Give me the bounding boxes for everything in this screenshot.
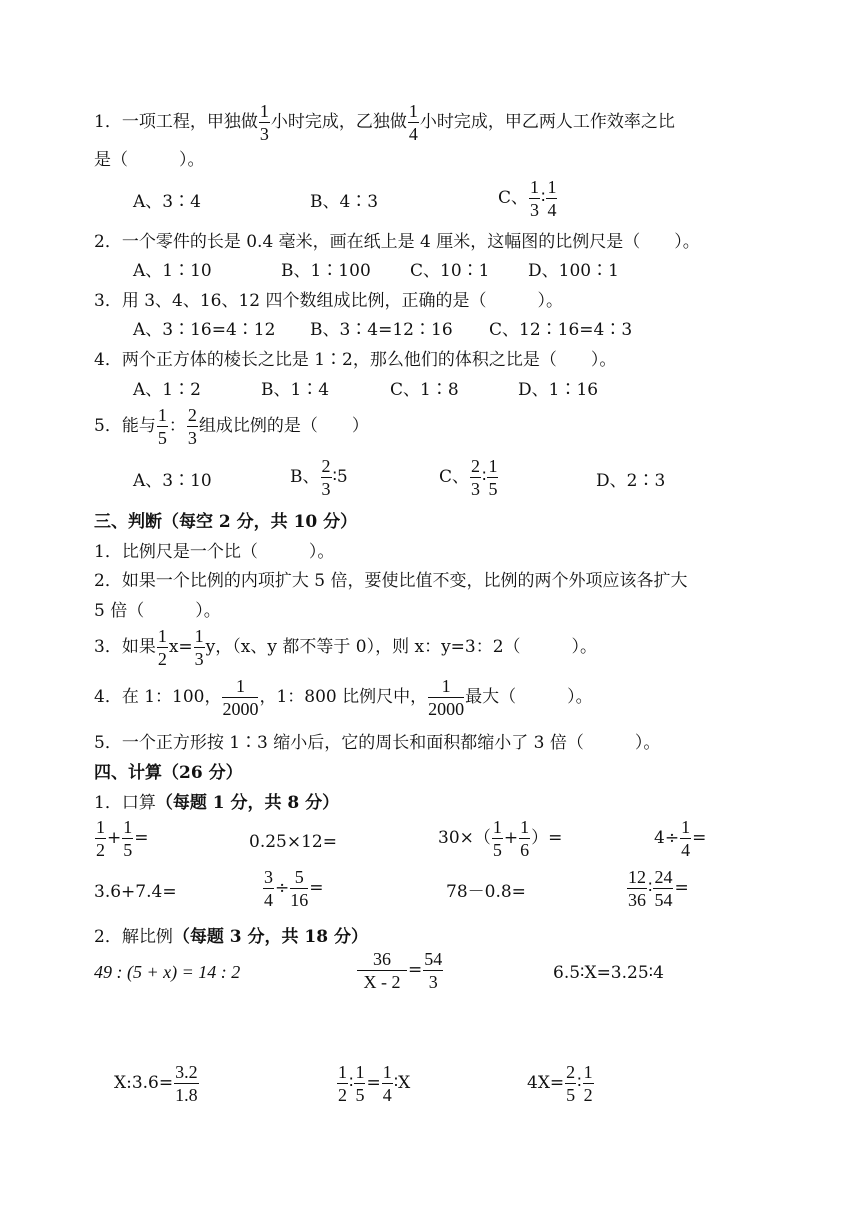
mc-q3-option-a: A、3∶16=4∶12 [133, 320, 276, 340]
judge-q1: 1．比例尺是一个比（ ）。 [94, 542, 335, 562]
fraction: $\frac{1}{6}$ [520, 817, 530, 860]
mc-q1-text-post: 小时完成，甲乙两人工作效率之比 [419, 112, 675, 132]
solve-proportion-1: 49 : (5 + x) = 14 : 2 [94, 962, 241, 982]
solve-proportion-3: 6.5∶X=3.25∶4 [553, 963, 664, 983]
mc-q1-option-b: B、4∶3 [310, 192, 379, 212]
mc-q2-option-b: B、1∶100 [281, 261, 371, 281]
mc-q5-line: 5．能与 $\frac{1}{5}$ ： $\frac{2}{3}$ 组成比例的是（ ） [94, 405, 369, 448]
oral-calc-1: $\frac{1}{2}$ + $\frac{1}{5}$ = [96, 817, 149, 860]
mc-q5-option-b: B、 $\frac{2}{3}$ ∶5 [290, 456, 348, 499]
fraction: $\frac{3}{4}$ [264, 867, 273, 910]
judge-q2-line2: 5 倍（ ）。 [94, 601, 221, 621]
fraction: $\frac{1}{2000}$ [222, 676, 259, 719]
calc-sub2-heading: 2．解比例（每题 3 分，共 18 分） [94, 927, 368, 947]
mc-q1-line2: 是（ ）。 [94, 150, 205, 170]
fraction: $\frac{2}{3}$ [187, 405, 197, 448]
fraction: $\frac{54}{3}$ [424, 949, 443, 992]
fraction: $\frac{1}{3}$ [530, 177, 540, 220]
calc-sub1-heading: 1．口算（每题 1 分，共 8 分） [94, 793, 340, 813]
judge-q3: 3．如果 $\frac{1}{2}$ x= $\frac{1}{3}$ y，（x、y 都不等于 0），则 x：y=3：2（ ）。 [94, 626, 598, 669]
fraction: $\frac{1}{5}$ [157, 405, 167, 448]
mc-q4-option-b: B、1∶4 [261, 380, 330, 400]
fraction: $\frac{1}{3}$ [194, 626, 204, 669]
mc-q3-text: 3．用 3、4、16、12 四个数组成比例，正确的是（ ）。 [94, 291, 564, 311]
solve-proportion-4: X:3.6= $\frac{3.2}{1.8}$ [114, 1062, 198, 1105]
fraction: $\frac{1}{5}$ [355, 1062, 365, 1105]
mc-q1-text-mid: 小时完成，乙独做 [270, 112, 407, 132]
mc-q2-option-c: C、10∶1 [410, 261, 490, 281]
fraction: $\frac{1}{5}$ [488, 456, 498, 499]
fraction: $\frac{3.2}{1.8}$ [175, 1062, 198, 1105]
oral-calc-6: $\frac{3}{4}$ ÷ $\frac{5}{16}$ = [264, 867, 324, 910]
solve-proportion-5: $\frac{1}{2}$ ∶ $\frac{1}{5}$ = $\frac{1}{4}$ ∶X [338, 1062, 411, 1105]
mc-q5-option-d: D、2∶3 [596, 471, 666, 491]
fraction: $\frac{2}{3}$ [471, 456, 481, 499]
oral-calc-3: 30×（ $\frac{1}{5}$ + $\frac{1}{6}$ ）= [438, 817, 563, 860]
mc-q5-option-a: A、3∶10 [133, 471, 212, 491]
mc-q1-text-pre: 1．一项工程，甲独做 [94, 112, 258, 132]
mc-q2-text: 2．一个零件的长是 0.4 毫米，画在纸上是 4 厘米，这幅图的比例尺是（ ）。 [94, 232, 700, 252]
section-heading-judge: 三、判断（每空 2 分，共 10 分） [94, 512, 358, 532]
mc-q4-option-c: C、1∶8 [390, 380, 459, 400]
fraction: $\frac{1}{2}$ [583, 1062, 593, 1105]
mc-q2-option-d: D、100∶1 [528, 261, 619, 281]
fraction: $\frac{24}{54}$ [654, 867, 673, 910]
fraction: $\frac{1}{2}$ [338, 1062, 347, 1105]
mc-q2-option-a: A、1∶10 [133, 261, 212, 281]
oral-calc-8: $\frac{12}{36}$ ∶ $\frac{24}{54}$ = [628, 867, 689, 910]
fraction: $\frac{1}{3}$ [259, 101, 269, 144]
mc-q3-option-c: C、12∶16=4∶3 [489, 320, 633, 340]
oral-calc-7: 78－0.8= [446, 882, 526, 902]
mc-q5-option-c: C、 $\frac{2}{3}$ ∶ $\frac{1}{5}$ [439, 456, 498, 499]
mc-q1-line1 [94, 102, 675, 143]
fraction: $\frac{2}{5}$ [566, 1062, 576, 1105]
judge-q2-line1: 2．如果一个比例的内项扩大 5 倍，要使比值不变，比例的两个外项应该各扩大 [94, 571, 688, 591]
mc-q1-option-c: C、 $\frac{1}{3}$ ∶ $\frac{1}{4}$ [498, 177, 557, 220]
mc-q1-option-a: A、3∶4 [133, 192, 201, 212]
fraction: $\frac{1}{4}$ [408, 101, 418, 144]
fraction: $\frac{1}{5}$ [492, 817, 502, 860]
fraction: $\frac{36}{X - 2}$ [357, 950, 407, 991]
judge-q4: 4．在 1：100， $\frac{1}{2000}$ ，1：800 比例尺中， $\frac{1}{2000}$ 最大（ ）。 [94, 676, 593, 719]
fraction: $\frac{1}{5}$ [123, 817, 133, 860]
oral-calc-4: 4÷ $\frac{1}{4}$ = [654, 817, 707, 860]
solve-proportion-2: $\frac{36}{X - 2}$ = $\frac{54}{3}$ [356, 950, 444, 991]
oral-calc-2: 0.25×12= [249, 832, 337, 852]
mc-q4-text: 4．两个正方体的棱长之比是 1∶2，那么他们的体积之比是（ ）。 [94, 350, 617, 370]
fraction: $\frac{1}{4}$ [547, 177, 557, 220]
fraction: $\frac{12}{36}$ [628, 867, 646, 910]
solve-proportion-6: 4X= $\frac{2}{5}$ ∶ $\frac{1}{2}$ [527, 1062, 593, 1105]
fraction: $\frac{1}{4}$ [681, 817, 691, 860]
fraction: $\frac{5}{16}$ [290, 867, 309, 910]
fraction: $\frac{1}{2}$ [157, 626, 167, 669]
fraction: $\frac{2}{3}$ [321, 456, 331, 499]
fraction: $\frac{1}{2}$ [96, 817, 105, 860]
fraction: $\frac{1}{2000}$ [428, 676, 465, 719]
section-heading-calc: 四、计算（26 分） [94, 763, 243, 783]
fraction: $\frac{1}{4}$ [382, 1062, 392, 1105]
mc-q3-option-b: B、3∶4=12∶16 [310, 320, 453, 340]
mc-q4-option-d: D、1∶16 [518, 380, 599, 400]
mc-q4-option-a: A、1∶2 [133, 380, 201, 400]
judge-q5: 5．一个正方形按 1∶3 缩小后，它的周长和面积都缩小了 3 倍（ ）。 [94, 733, 661, 753]
oral-calc-5: 3.6+7.4= [94, 882, 177, 902]
